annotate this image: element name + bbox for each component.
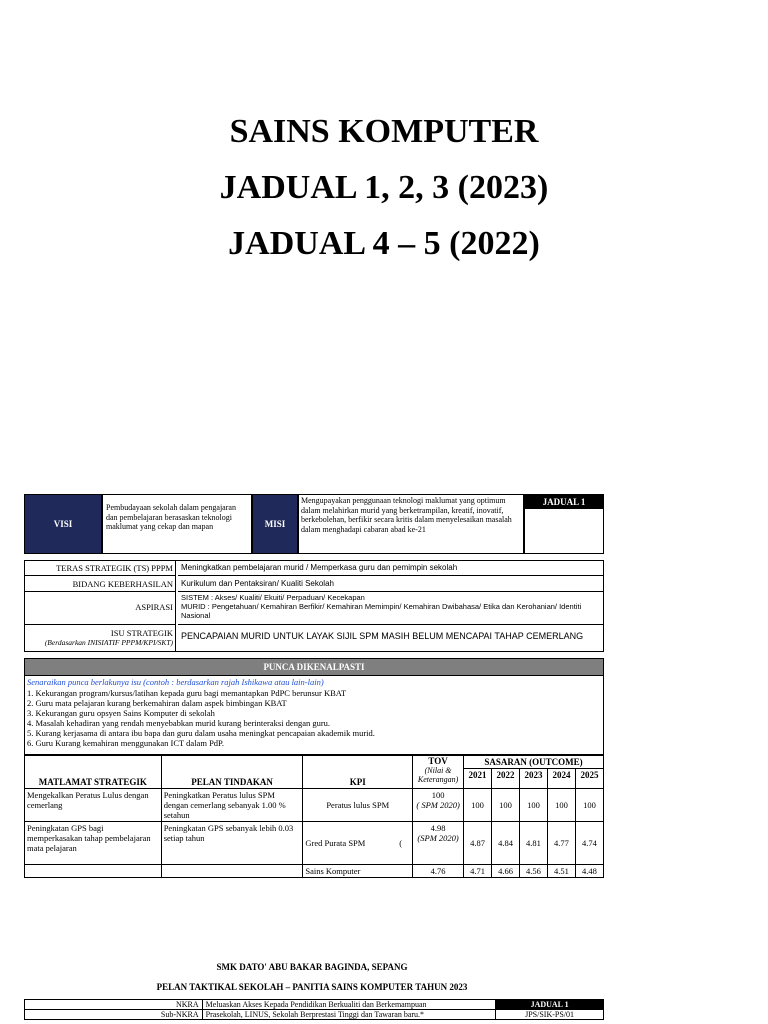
matlamat-cell: Peningkatan GPS bagi memperkasakan tahap pembelajaran mata pelajaran xyxy=(25,822,162,865)
year-header: 2021 xyxy=(464,769,492,789)
kpi-cell: Sains Komputer xyxy=(303,865,413,878)
aspirasi-sistem: SISTEM : Akses/ Kualiti/ Ekuiti/ Perpaduan/ Kecekapan xyxy=(181,593,365,602)
nkra-label: NKRA xyxy=(25,1000,203,1010)
nkra-table xyxy=(24,999,604,1020)
year-header: 2024 xyxy=(547,769,575,789)
target-cell: 4.71 xyxy=(464,865,492,878)
punca-item: 4. Masalah kehadiran yang rendah menyebabkan murid kurang berinteraksi dengan guru. xyxy=(27,718,331,728)
aspirasi-value xyxy=(178,592,604,625)
cover-title-subject: SAINS KOMPUTER xyxy=(229,113,539,150)
punca-item: 2. Guru mata pelajaran kurang berkemahiran dalam aspek bimbingan KBAT xyxy=(27,698,287,708)
isu-sub: (Berdasarkan INISIATIF PPPM/KPI/SKT) xyxy=(44,638,173,647)
pelan-cell: Peningkatan GPS sebanyak lebih 0.03 setiap tahun xyxy=(161,822,303,865)
punca-box xyxy=(24,658,604,755)
isu-label-cell xyxy=(24,625,176,652)
punca-title: PUNCA DIKENALPASTI xyxy=(25,659,603,676)
punca-hint: Senaraikan punca berlakunya isu (contoh : berdasarkan rajah Ishikawa atau lain-lain) xyxy=(27,677,324,687)
target-cell: 4.66 xyxy=(492,865,520,878)
teras-label: TERAS STRATEGIK (TS) PPPM xyxy=(24,560,176,576)
isu-label: ISU STRATEGIK xyxy=(110,628,173,638)
col-tov-label: TOV xyxy=(428,756,448,766)
target-cell: 4.48 xyxy=(575,865,603,878)
subnkra-label: Sub-NKRA xyxy=(25,1010,203,1020)
target-cell: 100 xyxy=(575,789,603,822)
pelan-cell xyxy=(161,865,303,878)
matlamat-cell xyxy=(25,865,162,878)
aspirasi-label: ASPIRASI xyxy=(24,592,176,625)
tov-value: 4.76 xyxy=(413,865,464,878)
nkra-value: Meluaskan Akses Kepada Pendidikan Berkualiti dan Berkemampuan xyxy=(202,1000,495,1010)
target-cell: 4.84 xyxy=(492,822,520,865)
visi-text: Pembudayaan sekolah dalam pengajaran dan pembelajaran berasaskan teknologi maklumat yang cekap dan mapan xyxy=(102,494,252,554)
plan-title: PELAN TAKTIKAL SEKOLAH – PANITIA SAINS KOMPUTER TAHUN 2023 xyxy=(156,982,468,992)
nkra-tag: JADUAL 1 xyxy=(496,1000,604,1010)
tov-value: 100 xyxy=(431,790,445,800)
school-name: SMK DATO' ABU BAKAR BAGINDA, SEPANG xyxy=(216,962,408,972)
matlamat-cell: Mengekalkan Peratus Lulus dengan cemerlang xyxy=(25,789,162,822)
target-cell: 4.77 xyxy=(547,822,575,865)
kpi-suffix: ( xyxy=(399,838,403,848)
jadual-label: JADUAL 1 xyxy=(525,495,603,509)
target-cell: 4.81 xyxy=(520,822,548,865)
tov-note: (SPM 2020) xyxy=(417,833,459,843)
target-cell: 4.51 xyxy=(547,865,575,878)
col-tov-sub: (Nilai & Keterangan) xyxy=(417,766,459,784)
target-cell: 4.74 xyxy=(575,822,603,865)
table-row xyxy=(25,822,604,865)
year-header: 2022 xyxy=(492,769,520,789)
tov-cell xyxy=(413,822,464,865)
target-cell: 4.87 xyxy=(464,822,492,865)
kpi-cell xyxy=(303,822,413,865)
misi-text: Mengupayakan penggunaan teknologi maklumat yang optimum dalam melahirkan murid yang berketrampilan, kreatif, inovatif, berkebolehan, berfikir secara kritis dalam menyelesaikan masalah dalam menghadapi cabaran abad ke-21 xyxy=(298,494,524,554)
target-cell: 100 xyxy=(492,789,520,822)
teras-value: Meningkatkan pembelajaran murid / Memperkasa guru dan pemimpin sekolah xyxy=(178,560,604,576)
tov-note: ( SPM 2020) xyxy=(416,800,460,810)
col-tov xyxy=(413,756,464,789)
col-pelan: PELAN TINDAKAN xyxy=(161,756,303,789)
target-cell: 100 xyxy=(547,789,575,822)
pelan-cell: Peningkatkan Peratus lulus SPM dengan cemerlang sebanyak 1.00 % setahun xyxy=(161,789,303,822)
target-cell: 100 xyxy=(520,789,548,822)
tov-cell xyxy=(413,789,464,822)
subnkra-value: Prasekolah, LINUS, Sekolah Berprestasi Tinggi dan Tawaran baru.* xyxy=(202,1010,495,1020)
punca-item: 5. Kurang kerjasama di antara ibu bapa dan guru dalam usaha meningkat pencapaian akademik murid. xyxy=(27,728,375,738)
subnkra-code: JPS/SIK-PS/01 xyxy=(496,1010,604,1020)
performance-table xyxy=(24,755,604,878)
misi-label: MISI xyxy=(252,494,298,554)
year-header: 2023 xyxy=(520,769,548,789)
col-kpi: KPI xyxy=(303,756,413,789)
bidang-value: Kurikulum dan Pentaksiran/ Kualiti Sekolah xyxy=(178,576,604,592)
table-row xyxy=(25,789,604,822)
target-cell: 4.56 xyxy=(520,865,548,878)
bidang-label: BIDANG KEBERHASILAN xyxy=(24,576,176,592)
cover-title-jadual-2022: JADUAL 4 – 5 (2022) xyxy=(228,225,540,262)
jadual-box xyxy=(524,494,604,554)
col-sasaran: SASARAN (OUTCOME) xyxy=(464,756,604,769)
punca-item: 1. Kekurangan program/kursus/latihan kepada guru bagi memantapkan PdPC berunsur KBAT xyxy=(27,688,347,698)
visi-label: VISI xyxy=(24,494,102,554)
tov-value: 4.98 xyxy=(430,823,446,833)
target-cell: 100 xyxy=(464,789,492,822)
isu-value: PENCAPAIAN MURID UNTUK LAYAK SIJIL SPM MASIH BELUM MENCAPAI TAHAP CEMERLANG xyxy=(181,631,584,641)
punca-item: 3. Kekurangan guru opsyen Sains Komputer di sekolah xyxy=(27,708,215,718)
kpi-cell: Peratus lulus SPM xyxy=(303,789,413,822)
col-matlamat: MATLAMAT STRATEGIK xyxy=(25,756,162,789)
punca-item: 6. Guru Kurang kemahiran menggunakan ICT dalam PdP. xyxy=(27,738,224,748)
cover-title-jadual-2023: JADUAL 1, 2, 3 (2023) xyxy=(219,169,549,206)
table-row xyxy=(25,865,604,878)
year-header: 2025 xyxy=(575,769,603,789)
aspirasi-murid: MURID : Pengetahuan/ Kemahiran Berfikir/ Kemahiran Memimpin/ Kemahiran Dwibahasa/ Etika dan Kerohanian/ Identiti Nasional xyxy=(181,602,582,620)
kpi-label: Gred Purata SPM xyxy=(305,838,366,848)
